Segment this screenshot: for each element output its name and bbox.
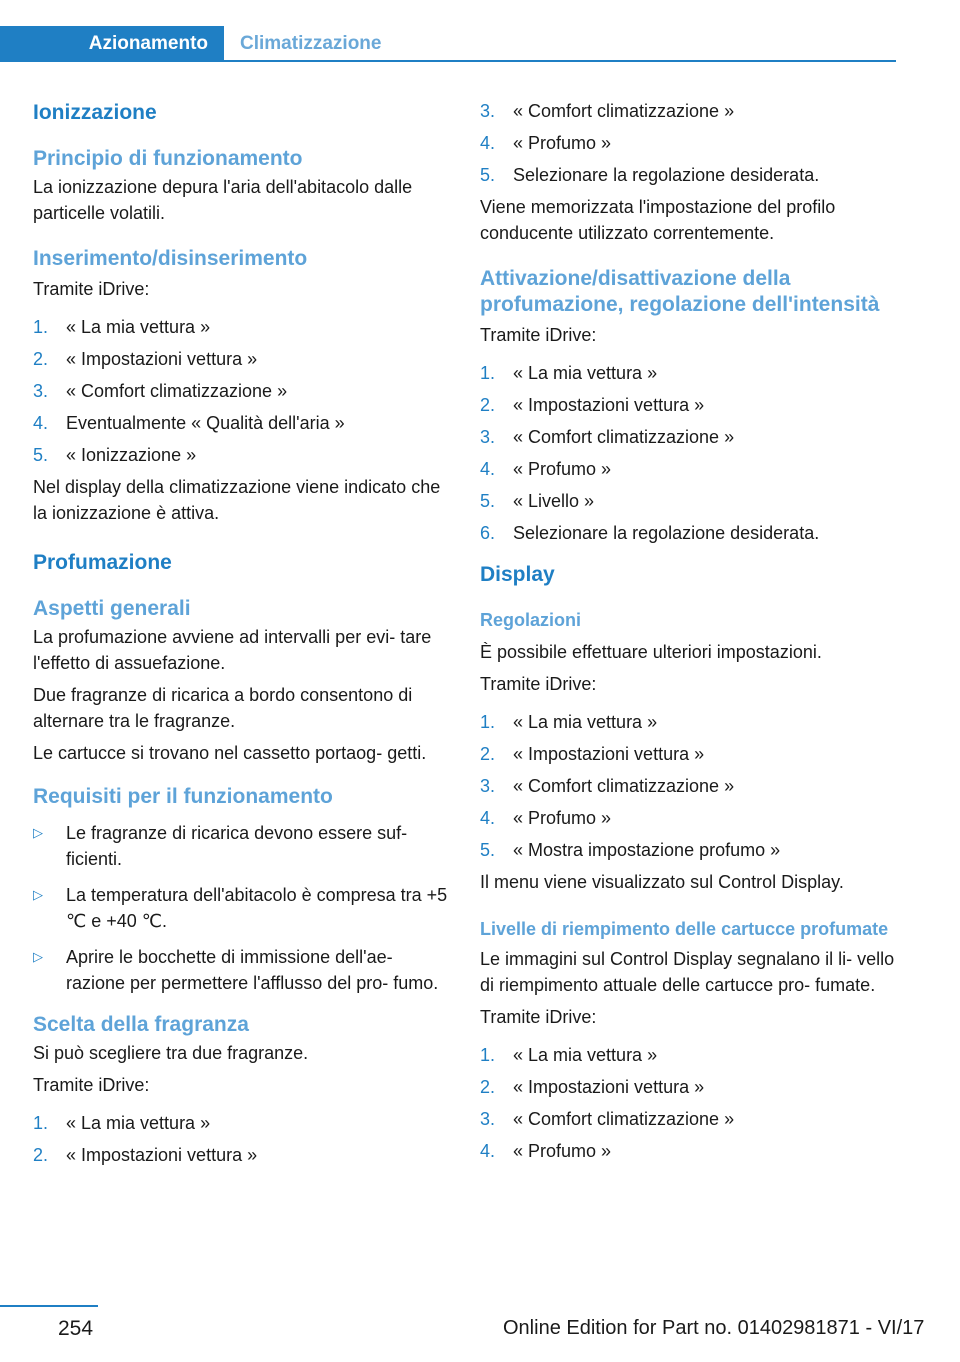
tab-climatizzazione: Climatizzazione [240, 33, 382, 54]
list-item: 3. « Comfort climatizzazione » [480, 1109, 735, 1129]
list-item: 4. « Profumo » [480, 459, 612, 479]
frag-steps-list [33, 1110, 453, 1168]
heading-regolazioni: Regolazioni [480, 610, 582, 630]
list-item: 2. « Impostazioni vettura » [480, 744, 705, 764]
heading-attivazione: Attivazione/disattivazione della profumazione, regolazione dell'intensità [480, 267, 880, 316]
idrive-label: Tramite iDrive: [33, 1075, 150, 1095]
list-item: 1. « La mia vettura » [480, 712, 658, 732]
page-number: 254 [58, 1317, 94, 1340]
heading-livelle: Livelle di riempimento delle cartucce profumate [480, 919, 889, 939]
list-item: 2. « Impostazioni vettura » [33, 1145, 258, 1165]
heading-inserimento: Inserimento/disinserimento [33, 247, 308, 270]
paragraph-menu: Il menu viene visualizzato sul Control Display. [480, 872, 844, 892]
requirements-list [33, 820, 453, 996]
triangle-right-icon: ▷ [33, 825, 43, 840]
paragraph-aspetti-2: Due fragranze di ricarica a bordo consentono di alternare tra le fragranze. [33, 685, 413, 731]
idrive-label: Tramite iDrive: [480, 1007, 597, 1027]
list-item: 3. « Comfort climatizzazione » [480, 776, 735, 796]
list-item: 4. « Profumo » [480, 133, 612, 153]
section-title-display: Display [480, 563, 555, 586]
heading-aspetti: Aspetti generali [33, 597, 191, 620]
section-title-ionizzazione: Ionizzazione [33, 101, 157, 124]
list-item: 5. Selezionare la regolazione desiderata. [480, 165, 820, 185]
left-column [33, 98, 453, 1174]
list-item: 6. Selezionare la regolazione desiderata. [480, 523, 820, 543]
list-item: 1. « La mia vettura » [480, 1045, 658, 1065]
heading-principio: Principio di funzionamento [33, 147, 303, 170]
paragraph-scelta: Si può scegliere tra due fragranze. [33, 1043, 309, 1063]
section-title-profumazione: Profumazione [33, 551, 172, 574]
frag-steps-cont-list [480, 98, 900, 188]
triangle-right-icon: ▷ [33, 887, 43, 902]
paragraph-display-ion: Nel display della climatizzazione viene indicato che la ionizzazione è attiva. [33, 477, 441, 523]
list-item: ▷ La temperatura dell'abitacolo è compresa tra +5 ℃ e +40 ℃. [33, 882, 453, 934]
settings-steps-list [480, 709, 900, 863]
list-item: 5. « Livello » [480, 491, 595, 511]
paragraph-principio: La ionizzazione depura l'aria dell'abitacolo dalle particelle volatili. [33, 177, 413, 223]
list-item: 3. « Comfort climatizzazione » [480, 427, 735, 447]
header-rule [0, 60, 896, 62]
idrive-label: Tramite iDrive: [480, 325, 597, 345]
list-item: 4. « Profumo » [480, 1141, 612, 1161]
footer-rule [0, 1305, 98, 1307]
edition-note: Online Edition for Part no. 01402981871 - VI/17 [503, 1317, 925, 1339]
list-item: 5. « Mostra impostazione profumo » [480, 840, 781, 860]
right-column [480, 98, 900, 1170]
list-item: 2. « Impostazioni vettura » [480, 395, 705, 415]
paragraph-memorizzata: Viene memorizzata l'impostazione del profilo conducente utilizzato correntemente. [480, 197, 836, 243]
list-item: 5. « Ionizzazione » [33, 445, 197, 465]
idrive-label: Tramite iDrive: [480, 674, 597, 694]
act-steps-list [480, 360, 900, 546]
list-item: 4. « Profumo » [480, 808, 612, 828]
list-item: ▷ Aprire le bocchette di immissione dell'ae- razione per permettere l'afflusso del pro- fumo. [33, 944, 453, 996]
idrive-label: Tramite iDrive: [33, 279, 150, 299]
list-item: 2. « Impostazioni vettura » [33, 349, 258, 369]
paragraph-livelle: Le immagini sul Control Display segnalano il li- vello di riempimento attuale delle cartucce pro- fumate. [480, 949, 895, 995]
page-header [0, 26, 896, 62]
paragraph-regolazioni: È possibile effettuare ulteriori impostazioni. [480, 642, 822, 662]
ion-steps-list [33, 314, 453, 468]
list-item: 4. Eventualmente « Qualità dell'aria » [33, 413, 345, 433]
list-item: 2. « Impostazioni vettura » [480, 1077, 705, 1097]
levels-steps-list [480, 1042, 900, 1164]
list-item: 1. « La mia vettura » [33, 1113, 211, 1133]
triangle-right-icon: ▷ [33, 949, 43, 964]
heading-requisiti: Requisiti per il funzionamento [33, 785, 333, 808]
list-item: ▷ Le fragranze di ricarica devono essere suf- ficienti. [33, 820, 453, 872]
list-item: 1. « La mia vettura » [480, 363, 658, 383]
heading-scelta: Scelta della fragranza [33, 1013, 249, 1036]
paragraph-aspetti-3: Le cartucce si trovano nel cassetto portaog- getti. [33, 743, 427, 763]
tab-azionamento: Azionamento [0, 26, 224, 62]
list-item: 3. « Comfort climatizzazione » [480, 101, 735, 121]
list-item: 1. « La mia vettura » [33, 317, 211, 337]
paragraph-aspetti-1: La profumazione avviene ad intervalli per evi- tare l'effetto di assuefazione. [33, 627, 432, 673]
list-item: 3. « Comfort climatizzazione » [33, 381, 288, 401]
